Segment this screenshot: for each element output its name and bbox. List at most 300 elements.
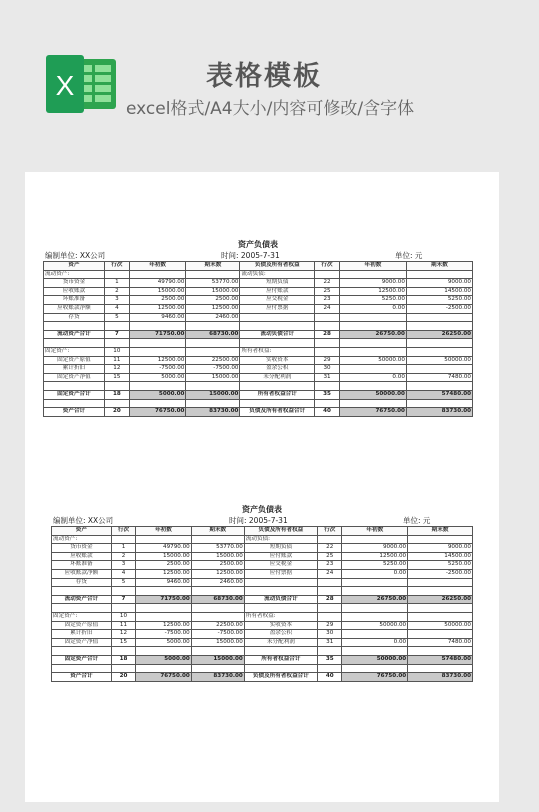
table-cell: 29 (318, 621, 342, 630)
table-cell (339, 322, 406, 331)
sheet-meta (51, 515, 473, 526)
table-cell: 流动负债合计 (240, 330, 315, 339)
table-cell: 50000.00 (339, 390, 406, 399)
column-header: 年初数 (129, 262, 186, 271)
table-row (52, 561, 473, 570)
table-cell (408, 647, 473, 656)
table-row (44, 390, 473, 399)
currency-label: 单位: 元 (403, 516, 431, 525)
table-cell: 40 (315, 408, 340, 417)
table-row (52, 673, 473, 682)
table-cell: 11 (111, 621, 135, 630)
table-row (52, 544, 473, 553)
table-cell (111, 535, 135, 544)
table-cell (339, 399, 406, 408)
table-cell: 26750.00 (339, 330, 406, 339)
table-cell (186, 399, 240, 408)
table-cell: 15000.00 (191, 552, 244, 561)
table-cell: 15000.00 (191, 638, 244, 647)
table-cell (111, 647, 135, 656)
table-row (52, 569, 473, 578)
table-cell: 76750.00 (342, 673, 408, 682)
table-cell: 71750.00 (136, 595, 192, 604)
table-cell: 所有者权益: (240, 347, 315, 356)
table-row (52, 638, 473, 647)
column-header: 负债及所有者权益 (244, 527, 317, 536)
table-cell: 11 (104, 356, 129, 365)
table-cell: 76750.00 (339, 408, 406, 417)
table-cell: -7500.00 (191, 630, 244, 639)
table-cell: 2500.00 (186, 296, 240, 305)
table-cell (240, 382, 315, 391)
table-cell: 应收账款 (44, 287, 105, 296)
excel-icon (44, 55, 120, 113)
table-cell: 流动资产合计 (44, 330, 105, 339)
table-cell: 26250.00 (406, 330, 472, 339)
table-cell: 14500.00 (406, 287, 472, 296)
table-cell: 2 (104, 287, 129, 296)
table-row (44, 382, 473, 391)
table-cell: 23 (318, 561, 342, 570)
table-cell: 5250.00 (342, 561, 408, 570)
table-cell: 28 (318, 595, 342, 604)
balance-table (43, 261, 473, 417)
time-label: 时间: 2005-7-31 (221, 251, 280, 260)
table-cell (136, 664, 192, 673)
page-subtitle: excel格式/A4大小/内容可修改/含字体 (126, 99, 415, 119)
table-cell (342, 587, 408, 596)
table-cell (186, 382, 240, 391)
table-cell: 50000.00 (342, 655, 408, 664)
table-cell: 应收账款净额 (44, 304, 105, 313)
table-cell (339, 382, 406, 391)
table-cell: 0.00 (339, 373, 406, 382)
table-cell: 流动负债: (240, 270, 315, 279)
table-cell (240, 322, 315, 331)
table-cell (318, 664, 342, 673)
table-cell: 83730.00 (186, 408, 240, 417)
table-cell: 4 (104, 304, 129, 313)
table-cell: 7480.00 (406, 373, 472, 382)
table-cell: 5 (111, 578, 135, 587)
column-header: 期末数 (186, 262, 240, 271)
table-cell: 24 (315, 304, 340, 313)
table-cell (406, 313, 472, 322)
table-cell: 12500.00 (136, 621, 192, 630)
table-cell: 固定资产净值 (44, 373, 105, 382)
table-cell: 12500.00 (339, 287, 406, 296)
unit-label: 编制单位: XX公司 (53, 516, 114, 525)
table-cell: 0.00 (342, 569, 408, 578)
table-cell: 68730.00 (186, 330, 240, 339)
table-cell: 57480.00 (406, 390, 472, 399)
table-row (52, 535, 473, 544)
table-cell (408, 587, 473, 596)
table-cell: 83730.00 (406, 408, 472, 417)
table-cell (339, 365, 406, 374)
table-cell (136, 535, 192, 544)
table-cell (315, 399, 340, 408)
table-cell: 短期负债 (240, 279, 315, 288)
table-cell: 83730.00 (408, 673, 473, 682)
table-cell: 负债及所有者权益合计 (244, 673, 317, 682)
table-cell (244, 664, 317, 673)
table-cell: -2500.00 (406, 304, 472, 313)
table-row (52, 647, 473, 656)
table-cell: 固定资产原值 (44, 356, 105, 365)
table-cell: 30 (315, 365, 340, 374)
table-row (52, 621, 473, 630)
currency-label: 单位: 元 (395, 251, 423, 260)
table-cell: 35 (318, 655, 342, 664)
table-cell (111, 664, 135, 673)
table-cell: 22 (315, 279, 340, 288)
column-header: 行次 (111, 527, 135, 536)
table-cell (52, 587, 112, 596)
table-cell (339, 270, 406, 279)
table-cell (129, 270, 186, 279)
table-cell: 30 (318, 630, 342, 639)
table-cell: 流动资产: (44, 270, 105, 279)
table-cell: 5250.00 (406, 296, 472, 305)
table-cell: 9000.00 (339, 279, 406, 288)
table-row (52, 587, 473, 596)
table-cell: 应付账款 (240, 287, 315, 296)
table-cell: 10 (104, 347, 129, 356)
table-cell (129, 347, 186, 356)
table-cell: -7500.00 (136, 630, 192, 639)
excel-icon-letter: X (55, 70, 75, 101)
table-cell (136, 587, 192, 596)
table-cell (406, 322, 472, 331)
table-cell: 12500.00 (129, 356, 186, 365)
table-cell: 15000.00 (186, 287, 240, 296)
table-row (52, 552, 473, 561)
table-cell: 3 (104, 296, 129, 305)
table-cell (129, 322, 186, 331)
table-cell (186, 270, 240, 279)
table-cell (339, 339, 406, 348)
table-cell: 7480.00 (408, 638, 473, 647)
table-cell: 18 (111, 655, 135, 664)
table-cell (315, 313, 340, 322)
table-cell: 负债及所有者权益合计 (240, 408, 315, 417)
table-cell: 5000.00 (129, 373, 186, 382)
table-cell (191, 612, 244, 621)
table-cell: 25 (315, 287, 340, 296)
table-cell: 盈余公积 (244, 630, 317, 639)
column-header: 行次 (104, 262, 129, 271)
table-row (44, 408, 473, 417)
table-cell: 15000.00 (186, 390, 240, 399)
table-cell: 坏账准备 (52, 561, 112, 570)
table-cell (191, 664, 244, 673)
table-cell (342, 612, 408, 621)
table-cell: 83730.00 (191, 673, 244, 682)
table-cell: 1 (111, 544, 135, 553)
table-cell: 35 (315, 390, 340, 399)
table-cell: 2460.00 (186, 313, 240, 322)
table-cell: 53770.00 (191, 544, 244, 553)
column-header: 期末数 (191, 527, 244, 536)
table-cell (318, 587, 342, 596)
table-cell: 货币资金 (44, 279, 105, 288)
table-cell: 流动负债: (244, 535, 317, 544)
table-cell: 2 (111, 552, 135, 561)
table-cell: 12500.00 (129, 304, 186, 313)
table-row (44, 347, 473, 356)
table-cell: 26750.00 (342, 595, 408, 604)
table-cell (186, 347, 240, 356)
sheet-title: 资产负债表 (238, 239, 278, 249)
column-header: 年初数 (342, 527, 408, 536)
table-cell: -2500.00 (408, 569, 473, 578)
table-cell (318, 535, 342, 544)
table-cell (406, 365, 472, 374)
table-cell: 流动负债合计 (244, 595, 317, 604)
table-cell: 9000.00 (406, 279, 472, 288)
column-header: 行次 (315, 262, 340, 271)
table-cell: 固定资产: (52, 612, 112, 621)
table-cell: 53770.00 (186, 279, 240, 288)
table-cell: 50000.00 (339, 356, 406, 365)
table-cell: 7 (104, 330, 129, 339)
table-cell: 5250.00 (339, 296, 406, 305)
table-cell (244, 578, 317, 587)
table-cell: 49790.00 (136, 544, 192, 553)
table-cell (315, 270, 340, 279)
table-cell: 26250.00 (408, 595, 473, 604)
table-cell: 3 (111, 561, 135, 570)
table-cell (111, 604, 135, 613)
table-cell: 12 (104, 365, 129, 374)
table-cell (318, 578, 342, 587)
table-cell: 固定资产原值 (52, 621, 112, 630)
table-cell (315, 339, 340, 348)
table-cell: 50000.00 (406, 356, 472, 365)
table-cell (342, 630, 408, 639)
table-cell: 29 (315, 356, 340, 365)
table-cell (244, 647, 317, 656)
column-header: 期末数 (408, 527, 473, 536)
table-cell (191, 647, 244, 656)
sheet-meta (43, 250, 473, 261)
table-cell (318, 647, 342, 656)
table-cell: 2500.00 (129, 296, 186, 305)
table-cell: 应付账款 (244, 552, 317, 561)
table-cell: 5000.00 (129, 390, 186, 399)
table-cell: 71750.00 (129, 330, 186, 339)
table-cell: 12500.00 (342, 552, 408, 561)
table-cell: 所有者权益: (244, 612, 317, 621)
table-cell (104, 322, 129, 331)
table-cell (342, 647, 408, 656)
table-cell: 应付票据 (240, 304, 315, 313)
table-cell (408, 630, 473, 639)
table-cell: 应收账款净额 (52, 569, 112, 578)
table-cell (408, 578, 473, 587)
table-cell (52, 604, 112, 613)
balance-sheet-1 (43, 238, 473, 417)
table-cell: 流动资产合计 (52, 595, 112, 604)
table-cell (129, 399, 186, 408)
table-cell (408, 664, 473, 673)
table-cell (191, 587, 244, 596)
table-cell (186, 322, 240, 331)
table-cell (52, 647, 112, 656)
table-cell: 累计折旧 (44, 365, 105, 374)
table-cell: 12500.00 (186, 304, 240, 313)
table-cell: 15000.00 (136, 552, 192, 561)
table-row (44, 339, 473, 348)
balance-table (51, 526, 473, 682)
table-cell (342, 604, 408, 613)
table-cell: 所有者权益合计 (240, 390, 315, 399)
table-cell (44, 339, 105, 348)
table-cell: 50000.00 (408, 621, 473, 630)
table-cell (315, 322, 340, 331)
column-header: 资产 (44, 262, 105, 271)
table-cell: 7 (111, 595, 135, 604)
table-cell: 12 (111, 630, 135, 639)
table-row (52, 578, 473, 587)
table-row (44, 322, 473, 331)
table-cell (191, 604, 244, 613)
table-cell (318, 604, 342, 613)
table-cell (44, 399, 105, 408)
table-cell: 23 (315, 296, 340, 305)
document-page (25, 172, 499, 802)
table-cell: 存货 (52, 578, 112, 587)
table-cell (44, 382, 105, 391)
table-cell: 24 (318, 569, 342, 578)
table-cell: 5 (104, 313, 129, 322)
table-cell: 固定资产合计 (52, 655, 112, 664)
table-cell: 2460.00 (191, 578, 244, 587)
table-cell: 20 (104, 408, 129, 417)
table-cell (406, 339, 472, 348)
table-row (52, 604, 473, 613)
table-cell: 盈余公积 (240, 365, 315, 374)
table-cell (406, 270, 472, 279)
table-cell: 2500.00 (136, 561, 192, 570)
table-cell (44, 322, 105, 331)
table-cell: 57480.00 (408, 655, 473, 664)
table-cell (244, 604, 317, 613)
table-cell (408, 612, 473, 621)
table-cell: 资产合计 (52, 673, 112, 682)
table-cell: 76750.00 (136, 673, 192, 682)
table-cell: 22500.00 (191, 621, 244, 630)
table-row (44, 287, 473, 296)
table-cell (104, 399, 129, 408)
sheet-title: 资产负债表 (242, 504, 282, 514)
table-cell: 货币资金 (52, 544, 112, 553)
table-cell (342, 664, 408, 673)
table-cell: -7500.00 (129, 365, 186, 374)
table-cell: 累计折旧 (52, 630, 112, 639)
table-cell: 存货 (44, 313, 105, 322)
table-cell: 15000.00 (129, 287, 186, 296)
table-cell (315, 382, 340, 391)
table-row (44, 304, 473, 313)
table-cell: 未分配利润 (244, 638, 317, 647)
table-cell: 1 (104, 279, 129, 288)
table-cell: 应交税金 (244, 561, 317, 570)
table-cell (136, 612, 192, 621)
table-cell (342, 578, 408, 587)
table-cell: 固定资产合计 (44, 390, 105, 399)
time-label: 时间: 2005-7-31 (229, 516, 288, 525)
table-cell (406, 347, 472, 356)
table-cell (339, 313, 406, 322)
table-cell: 5000.00 (136, 655, 192, 664)
table-cell: 坏账准备 (44, 296, 105, 305)
table-row (44, 330, 473, 339)
page-title: 表格模板 (206, 61, 322, 92)
table-cell: 15 (111, 638, 135, 647)
table-cell (244, 587, 317, 596)
table-cell (240, 313, 315, 322)
table-cell: 资产合计 (44, 408, 105, 417)
table-cell (240, 399, 315, 408)
column-header: 年初数 (339, 262, 406, 271)
table-cell (111, 587, 135, 596)
column-header: 资产 (52, 527, 112, 536)
column-header: 行次 (318, 527, 342, 536)
table-row (44, 365, 473, 374)
table-cell (315, 347, 340, 356)
table-cell: 18 (104, 390, 129, 399)
table-cell: -7500.00 (186, 365, 240, 374)
table-cell: 9000.00 (342, 544, 408, 553)
table-row (44, 356, 473, 365)
table-cell (104, 339, 129, 348)
table-cell: 5000.00 (136, 638, 192, 647)
table-header (44, 262, 473, 271)
table-cell: 12500.00 (136, 569, 192, 578)
table-cell: 应收账款 (52, 552, 112, 561)
balance-sheet-2 (51, 503, 473, 682)
table-cell: 实收资本 (240, 356, 315, 365)
table-cell: 31 (315, 373, 340, 382)
table-row (52, 612, 473, 621)
table-cell: 12500.00 (191, 569, 244, 578)
table-cell (186, 339, 240, 348)
table-cell: 49790.00 (129, 279, 186, 288)
table-cell: 20 (111, 673, 135, 682)
table-cell: 0.00 (339, 304, 406, 313)
table-row (44, 373, 473, 382)
table-cell: 固定资产: (44, 347, 105, 356)
table-header (52, 527, 473, 536)
table-row (44, 296, 473, 305)
table-row (52, 664, 473, 673)
table-cell: 所有者权益合计 (244, 655, 317, 664)
table-row (52, 630, 473, 639)
table-cell: 22 (318, 544, 342, 553)
table-row (44, 313, 473, 322)
table-cell: 15000.00 (186, 373, 240, 382)
table-cell: 28 (315, 330, 340, 339)
table-cell: 15000.00 (191, 655, 244, 664)
page-header (0, 0, 539, 160)
table-cell: 15 (104, 373, 129, 382)
table-cell: 2500.00 (191, 561, 244, 570)
table-cell: 40 (318, 673, 342, 682)
table-cell (104, 270, 129, 279)
table-cell: 9460.00 (129, 313, 186, 322)
